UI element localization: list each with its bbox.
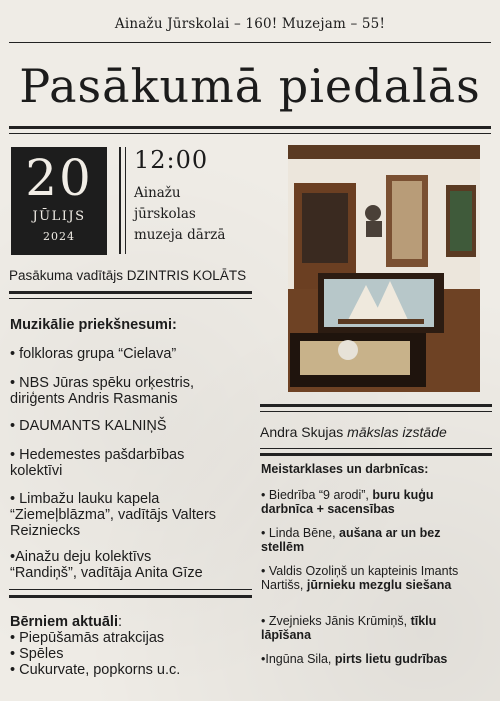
music-item (10, 346, 176, 362)
divider-right-1 (260, 404, 492, 407)
music-item-line: diriģents Andris Rasmanis (10, 391, 178, 407)
workshop-host: • Linda Bēne, (261, 526, 340, 540)
date-day: 20 (25, 149, 93, 207)
divider-left-2 (9, 298, 252, 299)
workshop-item (261, 652, 483, 666)
place-line: muzeja dārzā (134, 227, 226, 243)
music-item-line: Reizniecks (10, 523, 81, 539)
music-item (10, 375, 194, 407)
kids-title-colon: : (118, 614, 123, 630)
music-item-line: “Ziemeļblāzma”, vadītājs Valters (10, 507, 217, 523)
date-box (11, 147, 107, 255)
divider-right-2 (260, 411, 492, 412)
music-item (10, 549, 203, 581)
date-month: JŪLIJS (32, 209, 86, 224)
museum-photo (288, 145, 480, 392)
music-item-line: kolektīvi (10, 463, 63, 479)
music-title: Muzikālie priekšnesumi: (10, 317, 177, 333)
workshop-item (261, 488, 483, 516)
workshop-host: •Ingūna Sila, (261, 652, 335, 666)
workshops-title: Meistarklases un darbnīcas: (261, 462, 429, 476)
kids-title (10, 614, 122, 630)
workshop-activity: tīklu lāpīšana (261, 614, 437, 642)
date-separator-2 (125, 147, 126, 254)
exhibition-label: mākslas izstāde (347, 424, 447, 440)
music-item-line: “Randiņš”, vadītāja Anita Gīze (10, 565, 203, 581)
music-item-line: • folkloras grupa “Cielava” (10, 346, 177, 362)
date-separator-1 (119, 147, 121, 254)
tagline: Ainažu Jūrskolai – 160! Muzejam – 55! (114, 16, 386, 32)
kids-item: • Piepūšamās atrakcijas (10, 630, 165, 646)
divider-right-4 (260, 453, 492, 456)
place-line: Ainažu (134, 185, 181, 201)
workshop-item (261, 564, 483, 592)
music-item-line: •Ainažu deju kolektīvs (10, 549, 152, 565)
divider-title-2 (9, 133, 491, 134)
music-item-line: • Limbažu lauku kapela (10, 491, 160, 507)
music-item (10, 447, 184, 479)
date-year: 2024 (43, 230, 75, 243)
exhibition-author: Andra Skujas (260, 424, 348, 440)
kids-item: • Cukurvate, popkorns u.c. (10, 662, 181, 678)
place-line: jūrskolas (134, 206, 196, 222)
workshop-activity: aušana ar un bez stellēm (261, 526, 441, 554)
workshop-host: • Zvejnieks Jānis Krūmiņš, (261, 614, 411, 628)
workshop-activity: jūrnieku mezglu siešana (306, 578, 452, 592)
kids-item: • Spēles (10, 646, 64, 662)
workshop-item (261, 614, 483, 642)
divider-right-3 (260, 448, 492, 449)
event-place (134, 183, 225, 246)
page-title: Pasākumā piedalās (19, 59, 481, 113)
event-time: 12:00 (134, 146, 209, 174)
workshop-host: • Biedrība “9 arodi”, (261, 488, 373, 502)
music-item (10, 491, 216, 539)
workshop-item (261, 526, 483, 554)
divider-kids-1 (9, 589, 252, 590)
divider-title-1 (9, 126, 491, 129)
divider-top (9, 42, 491, 43)
music-item-line: • NBS Jūras spēku orķestris, (10, 375, 194, 391)
music-item-line: • DAUMANTS KALNIŅŠ (10, 418, 167, 434)
event-host: Pasākuma vadītājs DZINTRIS KOLĀTS (9, 268, 247, 283)
music-item-line: • Hedemestes pašdarbības (10, 447, 185, 463)
divider-left-1 (9, 291, 252, 294)
workshop-activity: pirts lietu gudrības (334, 652, 448, 666)
workshop-activity: buru kuģu darbnīca + sacensības (261, 488, 434, 516)
exhibition (260, 424, 447, 440)
kids-list (10, 630, 180, 678)
museum-photo-drawing (288, 145, 480, 392)
kids-title-text: Bērniem aktuāli (10, 614, 118, 630)
divider-kids-2 (9, 595, 252, 598)
workshop-host: • Valdis Ozoliņš un kapteinis Imants Nartišs, (261, 564, 459, 592)
music-item (10, 418, 167, 434)
